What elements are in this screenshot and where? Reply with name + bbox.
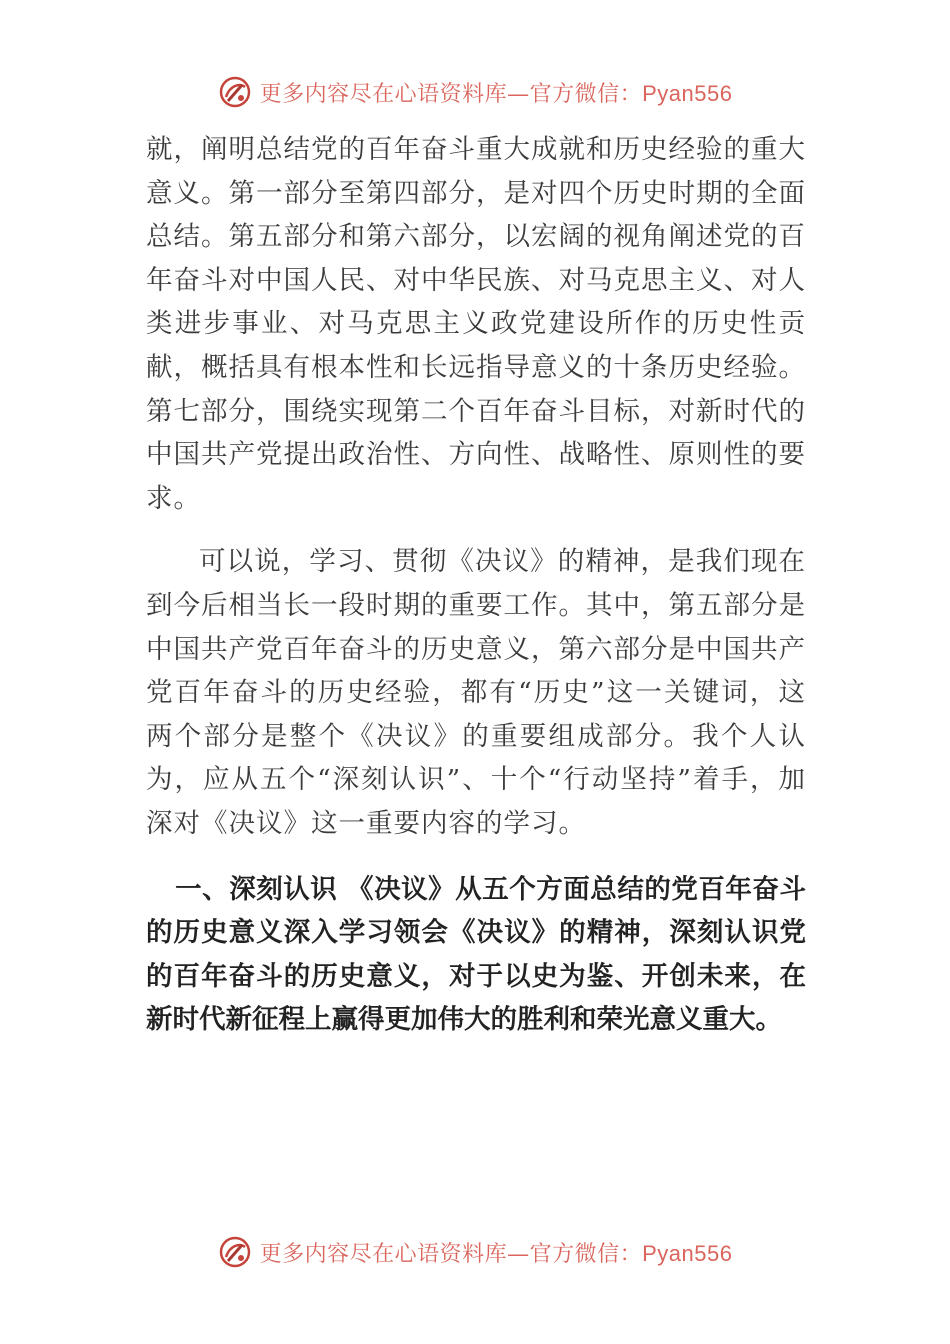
header-banner xyxy=(0,72,950,112)
header-banner-text xyxy=(260,77,733,108)
footer-banner-label: 更多内容尽在心语资料库—官方微信： xyxy=(259,1241,643,1267)
logo-icon xyxy=(218,1235,252,1269)
footer-wechat-id: Pyan556 xyxy=(642,1240,733,1266)
document-body xyxy=(146,128,806,1042)
section-heading-paragraph: 一、深刻认识 《决议》从五个方面总结的党百年奋斗的历史意义深入学习领会《决议》的精神，深刻认识党的百年奋斗的历史意义，对于以史为鉴、开创未来，在新时代新征程上赢得更加伟大的胜利和荣光意义重大。 xyxy=(146,873,806,1036)
header-banner-label: 更多内容尽在心语资料库—官方微信： xyxy=(259,81,643,107)
footer-banner xyxy=(0,1232,950,1272)
paragraph-2: 可以说，学习、贯彻《决议》的精神，是我们现在到今后相当长一段时期的重要工作。其中，第五部分是中国共产党百年奋斗的历史意义，第六部分是中国共产党百年奋斗的历史经验，都有“历史”这一关键词，这两个部分是整个《决议》的重要组成部分。我个人认为，应从五个“深刻认识”、十个“行动坚持”着手，加深对《决议》这一重要内容的学习。 xyxy=(146,546,806,839)
footer-banner-text xyxy=(260,1237,733,1268)
header-wechat-id: Pyan556 xyxy=(642,80,733,106)
logo-icon xyxy=(218,75,252,109)
paragraph-1: 就，阐明总结党的百年奋斗重大成就和历史经验的重大意义。第一部分至第四部分，是对四个历史时期的全面总结。第五部分和第六部分，以宏阔的视角阐述党的百年奋斗对中国人民、对中华民族、对马克思主义、对人类进步事业、对马克思主义政党建设所作的历史性贡献，概括具有根本性和长远指导意义的十条历史经验。第七部分，围绕实现第二个百年奋斗目标，对新时代的中国共产党提出政治性、方向性、战略性、原则性的要求。 xyxy=(146,134,806,514)
